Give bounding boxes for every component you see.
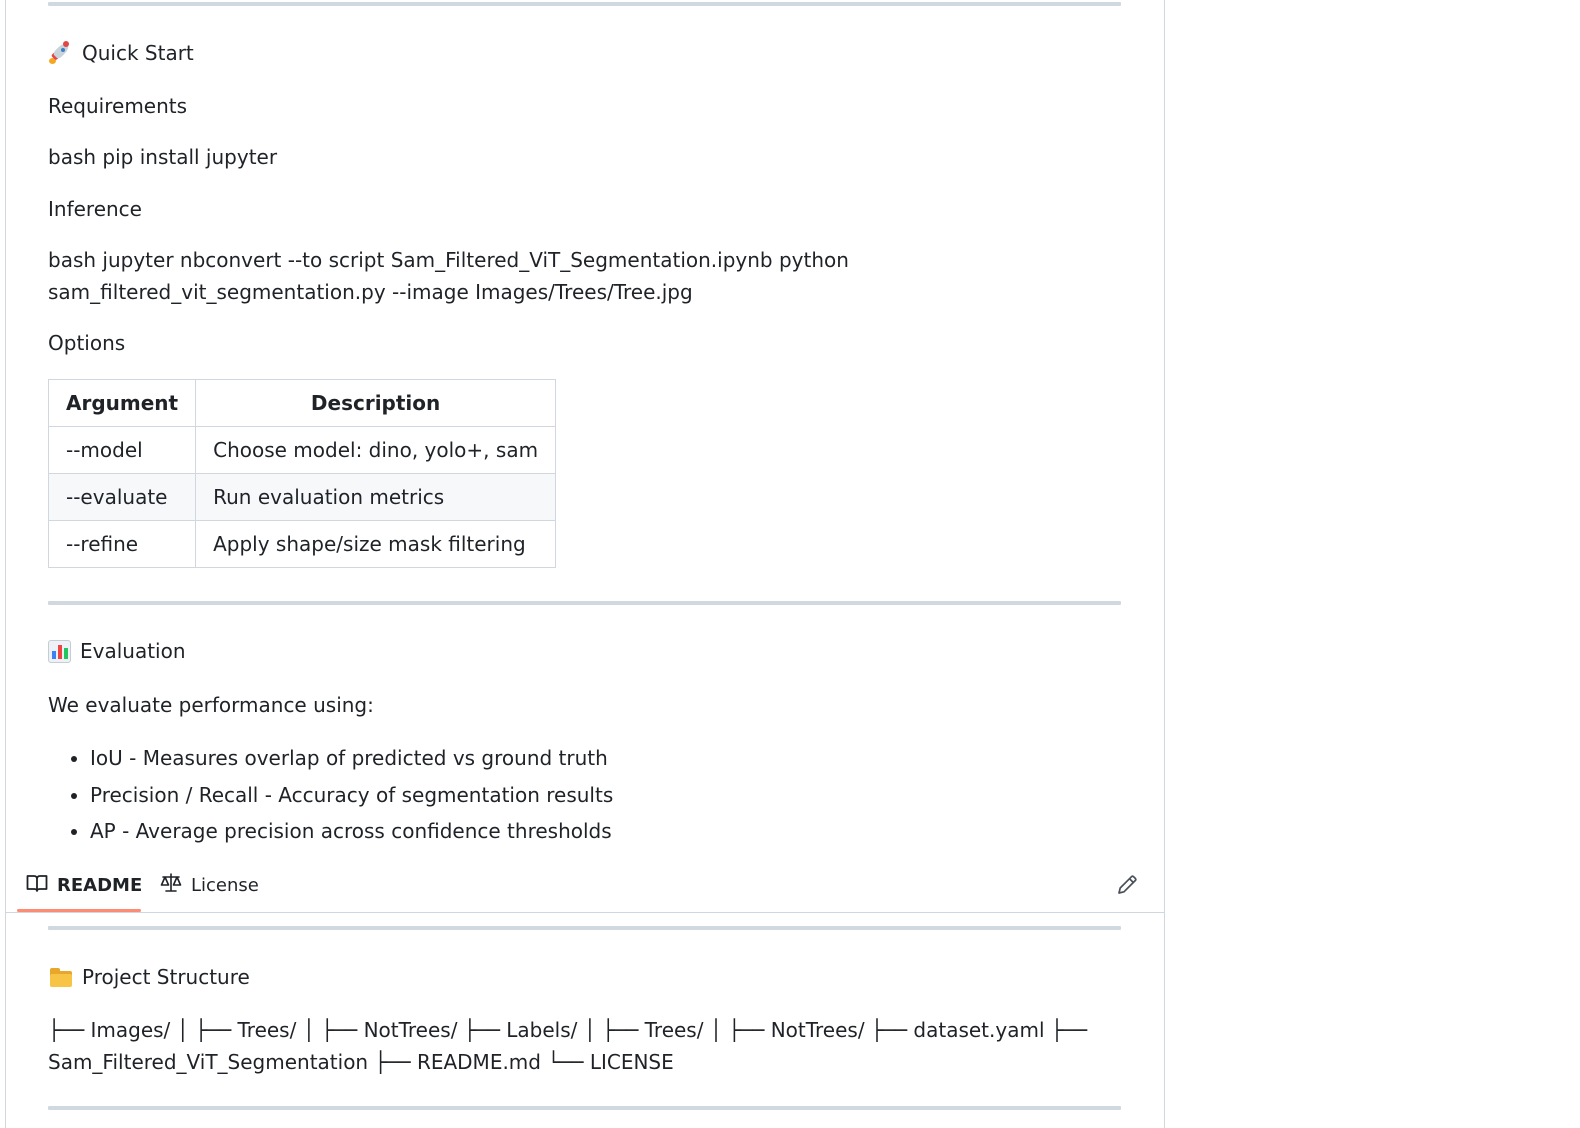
table-cell-description: Run evaluation metrics (196, 474, 556, 521)
table-cell-argument: --refine (49, 521, 196, 568)
active-tab-indicator (17, 909, 141, 912)
readme-tab-bar (5, 858, 1165, 913)
table-header-row (49, 380, 556, 427)
section-heading-project-structure (48, 964, 250, 989)
metrics-list (48, 740, 613, 850)
divider (48, 2, 1121, 6)
table-row (49, 474, 556, 521)
tab-label: License (191, 874, 259, 896)
list-item: • AP - Average precision across confidence thresholds (90, 813, 613, 850)
column-header-description: Description (196, 380, 556, 427)
table-cell-argument: --evaluate (49, 474, 196, 521)
divider (48, 601, 1121, 605)
divider (48, 926, 1121, 930)
table-cell-description: Apply shape/size mask filtering (196, 521, 556, 568)
book-icon (26, 873, 48, 898)
table-cell-argument: --model (49, 427, 196, 474)
table-row (49, 427, 556, 474)
list-item: • Precision / Recall - Accuracy of segmentation results (90, 777, 613, 814)
heading-text: Project Structure (82, 964, 250, 989)
table-row (49, 521, 556, 568)
inference-label: Inference (48, 197, 142, 221)
folder-icon (48, 964, 73, 989)
list-item: • IoU - Measures overlap of predicted vs ground truth (90, 740, 613, 777)
divider (48, 1106, 1121, 1110)
project-tree-text: ├── Images/ │ ├── Trees/ │ ├── NotTrees/ ├── Labels/ │ ├── Trees/ │ ├── NotTrees/ ├── dataset.yaml ├── Sam_Filtered_ViT_Segmentation ├── README.md └── LICENSE (48, 1018, 1087, 1074)
evaluation-intro: We evaluate performance using: (48, 693, 374, 717)
tab-label: README (57, 874, 143, 896)
heading-text: Quick Start (82, 40, 194, 65)
rocket-icon (48, 40, 73, 65)
edit-button[interactable] (1112, 870, 1142, 900)
pencil-icon (1116, 874, 1138, 900)
law-scale-icon (160, 873, 182, 898)
section-heading-quick-start (48, 40, 194, 65)
options-label: Options (48, 331, 126, 355)
tab-readme[interactable] (26, 858, 142, 912)
bar-chart-icon (48, 640, 71, 663)
column-header-argument: Argument (49, 380, 196, 427)
options-table (48, 379, 556, 568)
requirements-command: bash pip install jupyter (48, 145, 278, 169)
tab-license[interactable] (160, 858, 259, 912)
section-heading-evaluation (48, 639, 186, 663)
requirements-label: Requirements (48, 94, 188, 118)
table-cell-description: Choose model: dino, yolo+, sam (196, 427, 556, 474)
heading-text: Evaluation (80, 639, 186, 663)
inference-command: bash jupyter nbconvert --to script Sam_Filtered_ViT_Segmentation.ipynb python sam_filtered_vit_segmentation.py --image Images/Trees/Tree.jpg (48, 248, 849, 304)
